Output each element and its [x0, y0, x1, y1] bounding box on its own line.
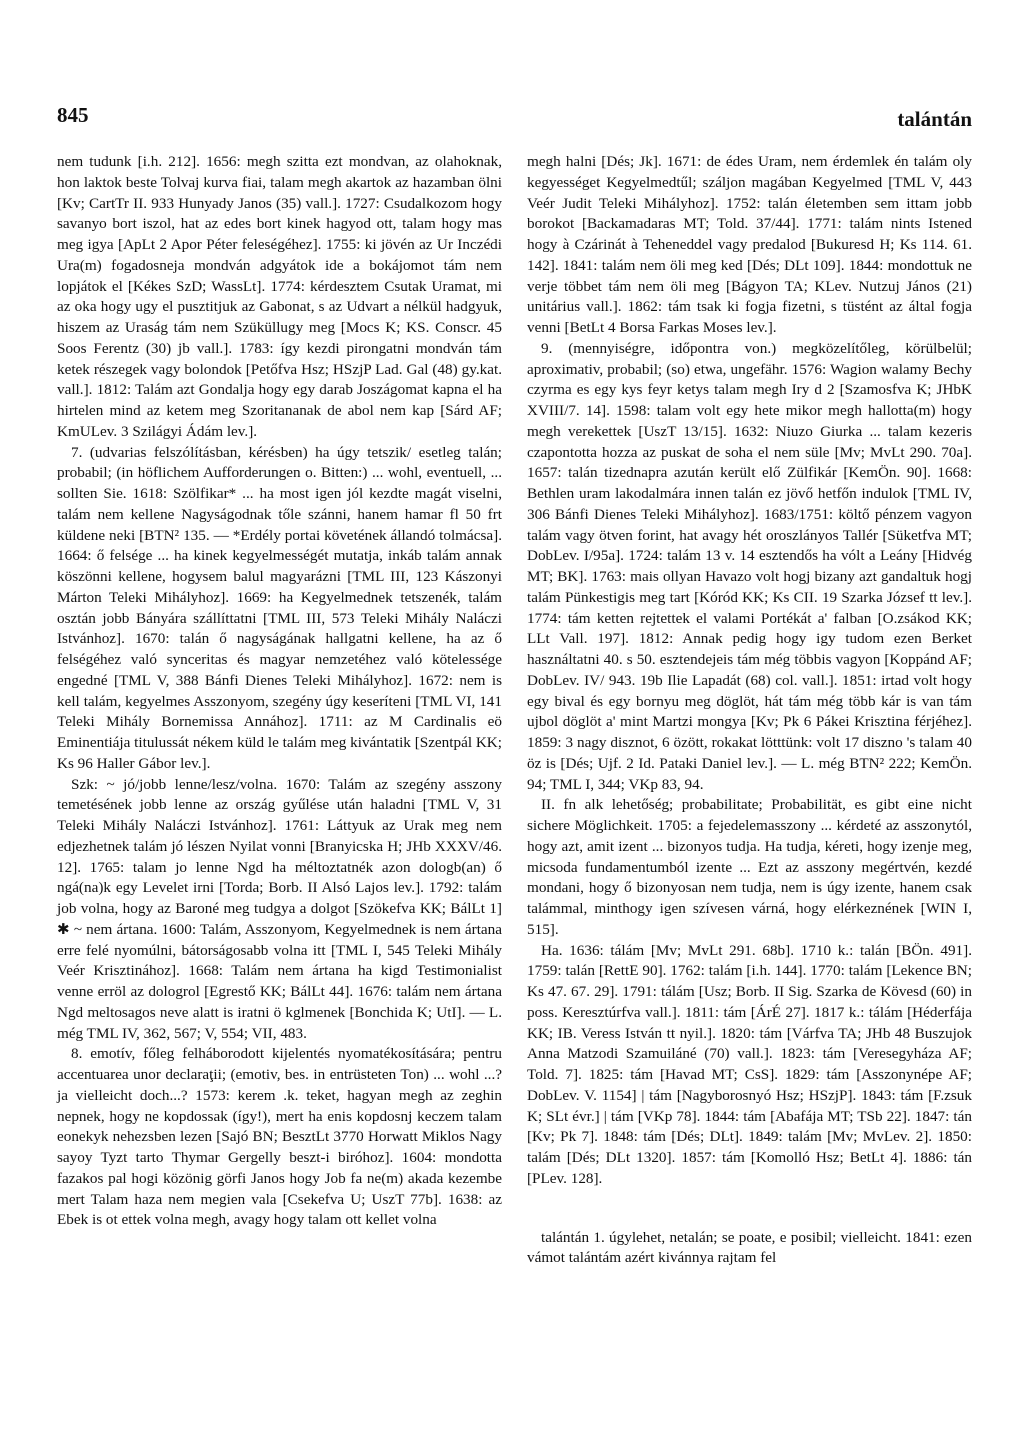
paragraph: 8. emotív, főleg felháborodott kijelentés nyomatékosítására; pentru accentuarea unor declaraţii; (emotiv, bes. in entrüsteten Ton) ... wohl ...? ja vielleicht doch...? 1573: kerem .k. teket, hagyan megh az zeghin nepnek, hogy ne kopdossak (így!), mert ha enis kopdosnj keczem talam eonekyk nehezsben lezen [Sajó BN; BesztLt 3770 Horwatt Miklos Nagy sayoy Tyzt tarto Thymar Gergelly beszt-i biróhoz]. 1604: mondotta fazakos pal hogi közönig görfi Janos hogy Job fa ne(m) akada kezembe mert Talam haza nem megien vala [Csekefva U; UszT 77b]. 1638: az Ebek is ot ettek volna megh, avagy hogy talam ott kellet volna [57, 1045, 502, 1229]
running-head: talántán [897, 107, 972, 131]
paragraph: megh halni [Dés; Jk]. 1671: de édes Uram, nem érdemlek én talám oly kegyességet Kegyelmedtűl; száljon magában Kegyelmed [TML V, 443 Veér Judit Teleki Mihályhoz]. 1752: talán életemben sem ittam jobb borokot [Backamadaras MT; Told. 37/44]. 1771: talám nints Istened hogy à Czárinát à Teheneddel vagy predalod [Bukuresd H; Ks 114. 61. 142]. 1841: talám nem öli meg ked [Dés; DLt 109]. 1844: mondottuk ne verje többet tám nem öli meg [Bágyon TA; KLev. Nutzuj János (21) unitárius vall.]. 1862: tám tsak ki fogja fizetni, s tüstént az által fogja venni [BetLt 4 Borsa Farkas Moses lev.]. [527, 153, 972, 336]
paragraph: Szk: ~ jó/jobb lenne/lesz/volna. 1670: Talám az szegény asszony temetésének jobb lenne az ország gyűlése után haladni [TML V, 31 Teleki Mihály Naláczi Istvánhoz]. 1761: Láttyuk az Urak meg nem edjezhetnek talám jó lészen Nyilat vonni [Branyicska H; JHb XXXV/46. 12]. 1765: talam jo lenne Ngd ha méltoztatnék azon dologb(an) ő ngá(na)k egy Levelet irni [Torda; Borb. II Alsó Lajos lev.]. 1792: talám job volna, hogy az Baroné meg tudgya a dolgot [Szökefva KK; BálLt 1] ✱ ~ nem ártana. 1600: Talám, Asszonyom, Kegyelmednek is nem ártana erre felé nyomúlni, bátorságosabb volna itt [TML I, 545 Teleki Mihály Veér Krisztinához]. 1668: Talám nem ártana ha kigd Testimonialist venne erröl az dologrol [Egrestő KK; BálLt 44]. 1676: talám nem ártana Ngd meltosagos neve alatt is iratni ö kglmenek [Bonchida K; UtI]. — L. még TML IV, 362, 567; V, 554; VII, 483. [57, 775, 502, 1042]
page-header [57, 103, 972, 133]
paragraph: Ha. 1636: tálám [Mv; MvLt 291. 68b]. 1710 k.: talán [BÖn. 491]. 1759: talán [RettE 90]. 1762: talám [i.h. 144]. 1770: talám [Lekence BN; Ks 47. 67. 29]. 1791: tálám [Usz; Borb. II Sig. Szarka de Kövesd (60) in poss. Keresztúrfva vall.]. 1811: tám [ÁrÉ 27]. 1817 k.: tálám [Héderfája KK; IB. Veress István tt nyil.]. 1820: tám [Várfva TA; JHb 48 Buszujok Anna Matzodi Szamuiláné (70) vall.]. 1823: tám [Veresegyháza AF; Told. 7]. 1825: tám [Havad MT; CsS]. 1829: tám [Asszonynépe AF; DobLev. V. 1154] | tám [Nagyborosnyó Hsz; HSzjP]. 1843: tám [F.zsuk K; SLt évr.] | tám [VKp 78]. 1844: tám [Abafája MT; TSb 22]. 1847: tán [Kv; Pk 7]. 1848: tám [Dés; DLt]. 1849: talám [Mv; MvLev. 2]. 1850: talám [Dés; DLt 1320]. 1857: tám [Komolló Hsz; BetLt 4]. 1886: tán [PLev. 128]. [527, 941, 972, 1187]
entry-headword-paragraph: talántán 1. úgylehet, netalán; se poate, e posibil; vielleicht. 1841: ezen vámot talántám azért kivánnya rajtam fel [527, 1228, 972, 1267]
left-column [57, 152, 502, 1231]
paragraph: II. fn alk lehetőség; probabilitate; Probabilität, es gibt eine nicht sichere Möglichkeit. 1705: a fejedelemasszony ... kérdeté az asszonytól, hogy azt, amit izent ... bizonyos tudja. Ha tudja, kéreti, hogy izenje meg, micsoda fundamentumból izente ... Ezt az asszony megértvén, kezdé mondani, hogy ő bizonyosan nem tudja, nem is úgy izente, hanem csak talámmal, minthogy igen szívesen várná, hogy elérkeznének [WIN I, 515]. [527, 796, 972, 938]
paragraph: nem tudunk [i.h. 212]. 1656: megh szitta ezt mondvan, az olahoknak, hon laktok beste Tolvaj kurva fiai, talam megh akartok az hazamban ölni [Kv; CartTr II. 933 Hunyady Janos (35) vall.]. 1727: Csudalkozom hogy savanyo bort iszol, hat az edes bort kinek hagyod ott, talam hogy mas meg igya [ApLt 2 Apor Péter feleségéhez]. 1755: ki jövén az Ur Inczédi Ura(m) fogadosneja mondván adgyátok ide a bokájomot tám nem lopjátok el [Kékes SzD; WassLt]. 1774: kérdesztem Csutak Uramat, mi az oka hogy ugy el pusztitjuk az Gabonat, s az Udvart a nélkül hadgyuk, hiszem az Uraság tám nem Szüküllugy meg [Mocs K; KS. Conscr. 45 Soos Ferentz (30) jb vall.]. 1783: így kezdi pirongatni mondván tám ketek részegek vagy bolondok [Petőfva Hsz; HSzjP Lad. Gal (48) gy.kat. vall.]. 1812: Talám azt Gondalja hogy egy darab Joszágomat kapna el ha hirtelen mind az ketem meg Szoritananak de abol nem kap [Sárd AF; KmULev. 3 Szilágyi Ádám lev.]. [57, 153, 502, 440]
page-number: 845 [57, 103, 89, 127]
paragraph: 7. (udvarias felszólításban, kérésben) ha úgy tetszik/ esetleg talán; probabil; (in höflichem Aufforderungen o. Bitten:) ... wohl, eventuell, ... sollten Sie. 1618: Szölfikar* ... ha most igen jól kezdte magát viselni, talám nem kellene Nagyságodnak tőle szánni, hanem hamar fl 50 frt küldene neki [BTN² 135. — *Erdély portai követének állandó tolmácsa]. 1664: ő felsége ... ha kinek kegyelmességét mutatja, inkáb talám annak köszönni kellene, hogysem balul magyarázni [TML III, 123 Kászonyi Márton Teleki Mihályhoz]. 1669: ha Kegyelmednek tetszenék, talám osztán jobb Bányára szállíttatni [TML III, 573 Teleki Mihály Naláczi Istvánhoz]. 1670: talán ő nagyságának hallgatni kellene, ha az ő felségéhez való synceritas és magyar nemzetéhez való kötelessége engedné [TML V, 388 Bánfi Dienes Teleki Mihályhoz]. 1672: nem is kell talám, kegyelmes Asszonyom, szegény úgy keseríteni [TML VI, 141 Teleki Mihály Bornemissa Annához]. 1711: az M Cardinalis eö Eminentiája titulussát nékem küld le talám meg kivántatik [Szentpál KK; Ks 96 Haller Gábor lev.]. [57, 443, 502, 772]
paragraph: 9. (mennyiségre, időpontra von.) megközelítőleg, körülbelül; aproximativ, probabil; (so) etwa, ungefähr. 1576: Wagion walamy Bechy czyrma es egy kys feyr ketys talam megh Iry d 2 [Szamosfva K; JHbK XVIII/7. 14]. 1598: talam volt egy hete mikor megh hallotta(m) hogy megh verekettek [UszT 13/15]. 1632: Niuzo Giurka ... talam kezeris czapontotta hozza az puskat de soha el nem süle [Mv; MvLt 290. 70a]. 1657: talán tizednapra azután került elő Zülfikár [KemÖn. 90]. 1668: Bethlen uram lakodalmára innen talán ez jövő hetfőn indulok [TML IV, 306 Bánfi Dienes Teleki Mihályhoz]. 1683/1751: költő pénzem vagyon talám vagy ötven forint, hat avagy hét oroszlányos Tallér [Süketfva MT; DobLev. I/95a]. 1724: talám 13 v. 14 esztendős ha vólt a Leány [Hidvég MT; BK]. 1763: mais ollyan Havazo volt hogj bizany azt gandaltuk hogj talám Pünkestigis meg tart [Kóród KK; Ks CII. 19 Szarka József tt lev.]. 1774: tám ketten rejtettek el valami Portékát a' falban [O.zsákod KK; LLt Vall. 197]. 1812: Annak pedig hogy igy tudom ezen Berket használtatni 40. s 50. esztendejeis tám még többis vagyon [Koppánd AF; DobLev. IV/ 943. 19b Ilie Lapadát (68) col. vall.]. 1851: irtad volt hogy egy bival és egy bornyu meg döglöt, hát tám még több kár is van tám ujbol döglöt a' mint Martzi mongya [Kv; Pk 6 Pákei Krisztina férjéhez]. 1859: 3 nagy disznot, 6 özött, rokakat lötttünk: volt 17 diszno 's talam 40 öz is [Dés; Ujf. 2 Id. Pataki Daniel lev.]. — L. még BTN² 222; KemÖn. 94; TML I, 344; VKp 83, 94. [527, 339, 972, 793]
right-column [527, 152, 972, 1269]
